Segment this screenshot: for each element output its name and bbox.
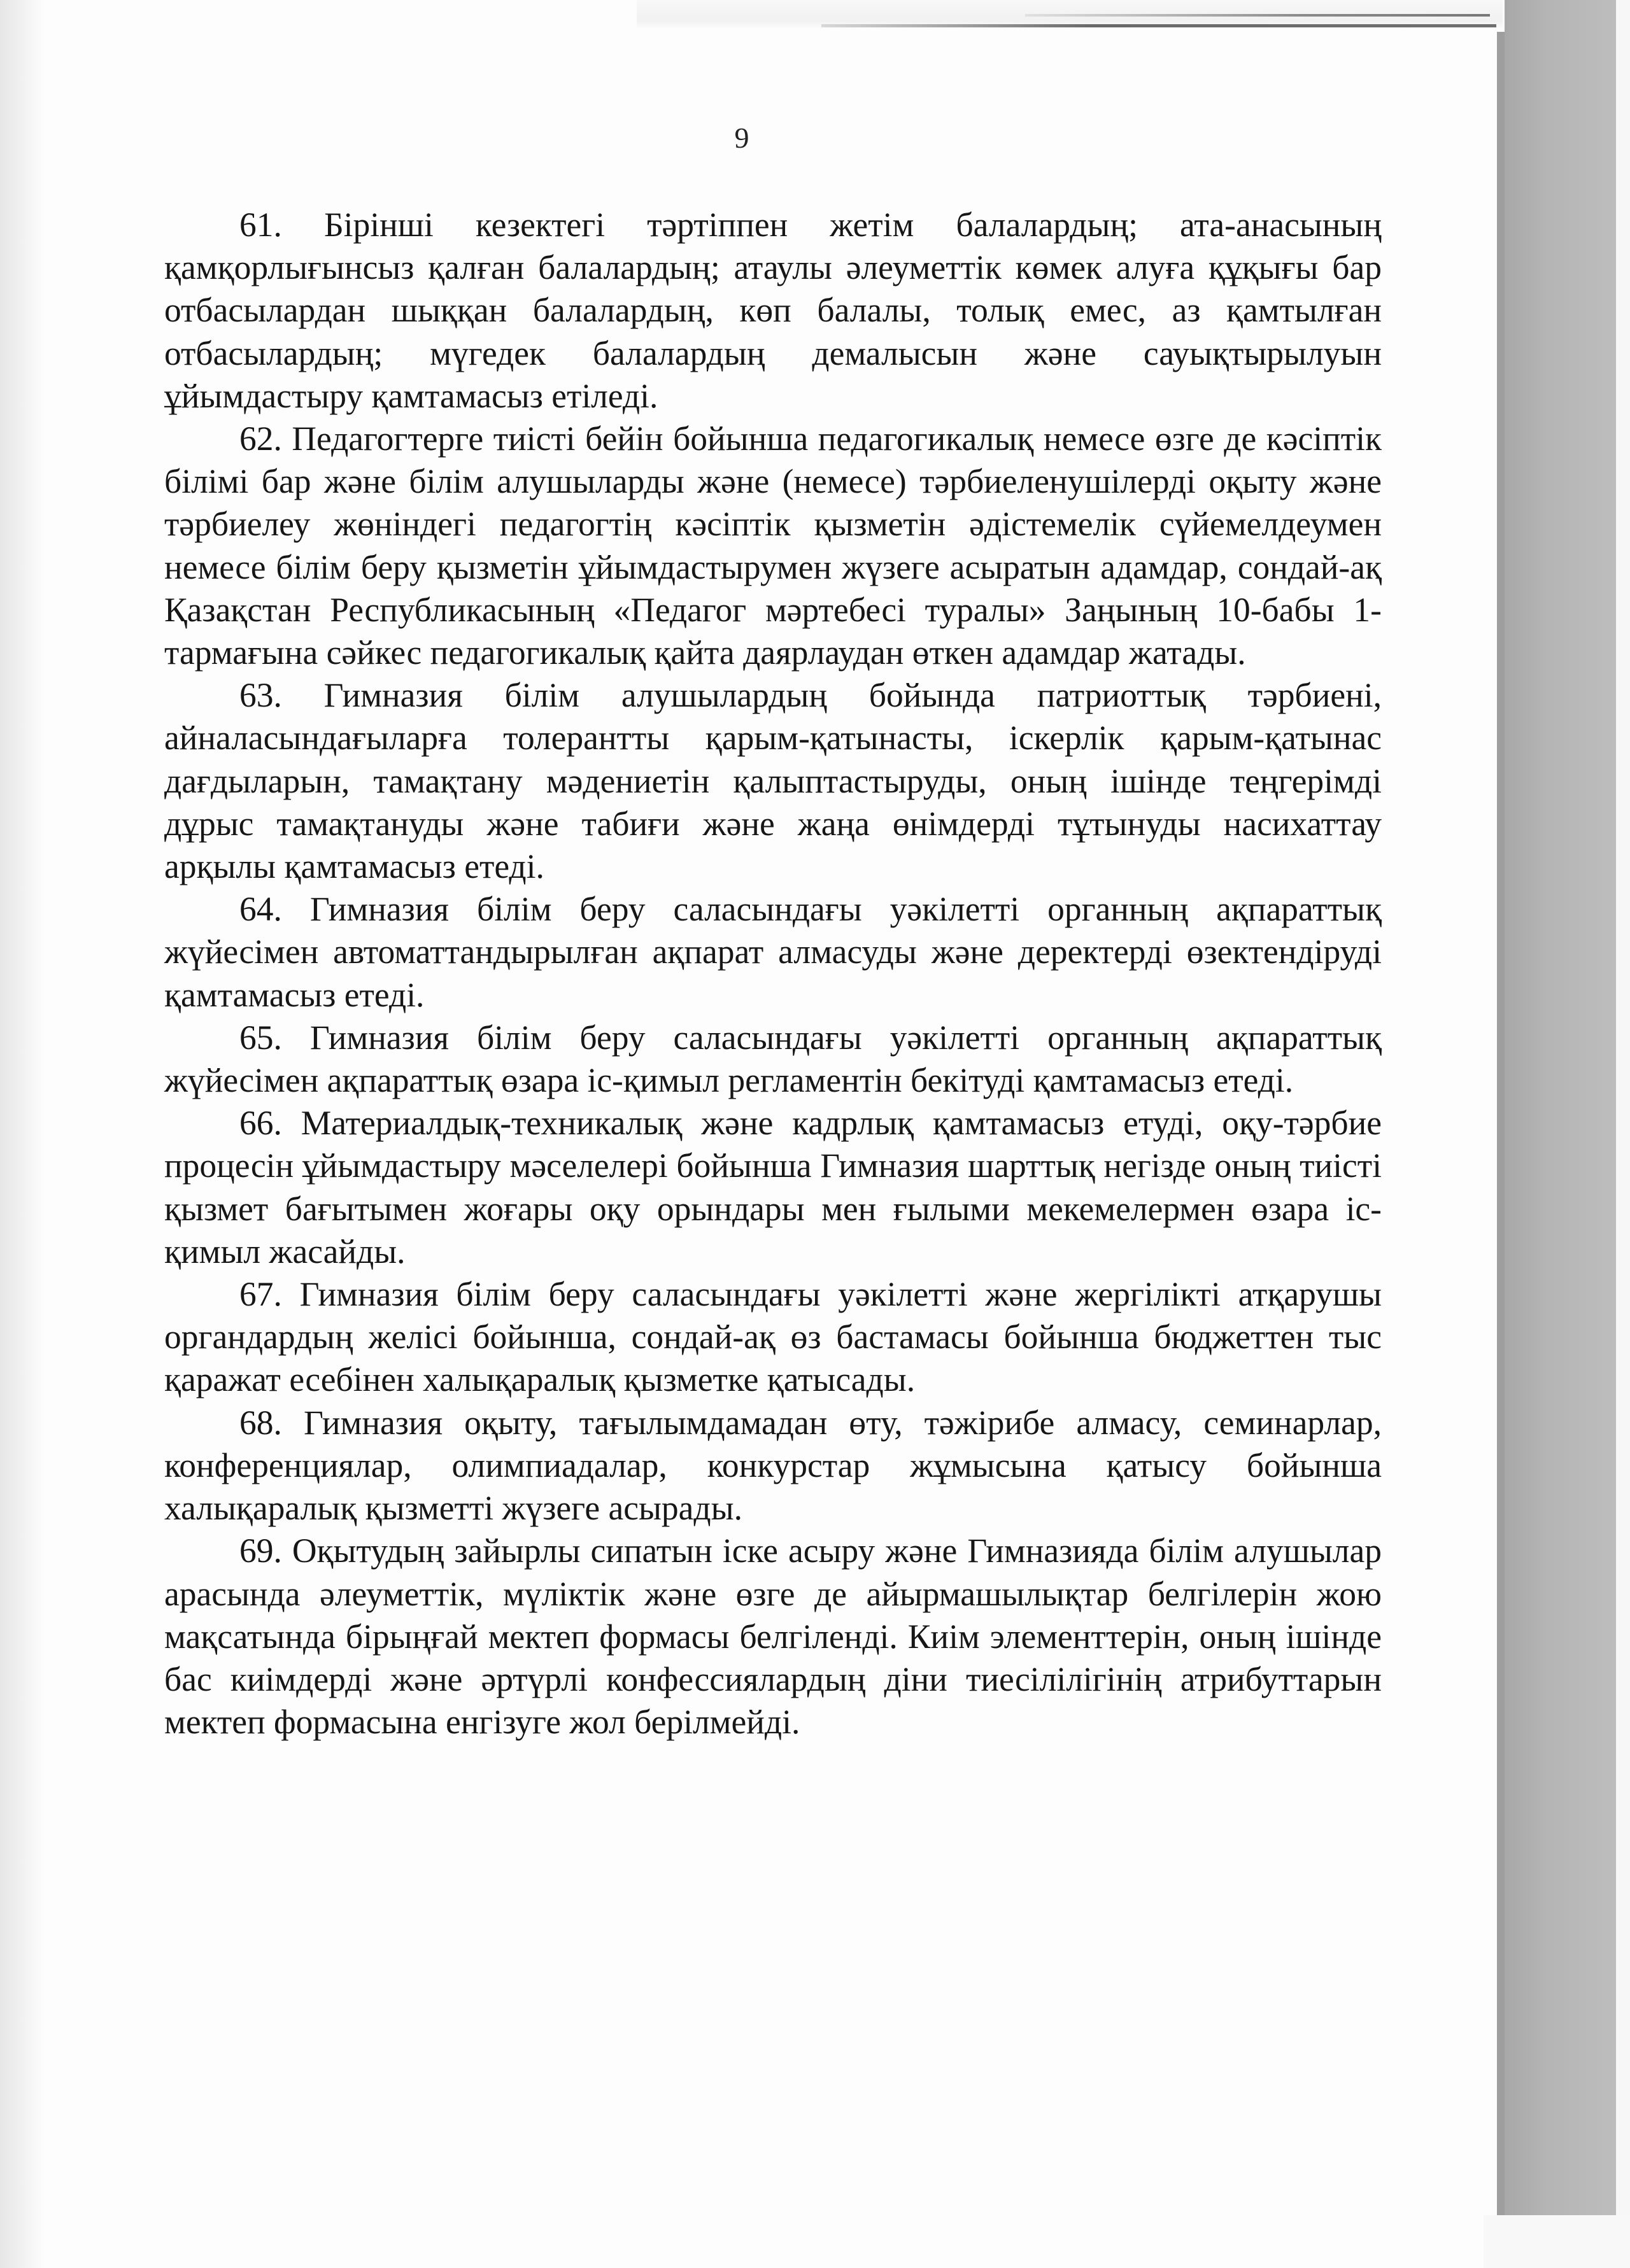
scan-bottom-edge — [1484, 2215, 1630, 2268]
scan-right-margin — [1616, 0, 1630, 2268]
paragraph-61: 61. Бірінші кезектегі тәртіппен жетім балалардың; ата-анасының қамқорлығынсыз қалған балалардың; атаулы әлеуметтік көмек алуға құқығы бар отбасылардан шыққан балалардың, көп балалы, толық емес, аз қамтылған отбасылардың; мүгедек балалардың демалысын және сауықтырылуын ұйымдастыру қамтамасыз етіледі. — [164, 206, 1382, 415]
paragraph-69: 69. Оқытудың зайырлы сипатын іске асыру және Гимназияда білім алушылар арасында әлеуметтік, мүліктік және өзге де айырмашылықтар белгілерін жою мақсатында бірыңғай мектеп формасы белгіленді. Киім элементтерін, оның ішінде бас киімдерді және әртүрлі конфессиялардың діни тиесілілігінің атрибуттарын мектеп формасына енгізуге жол берілмейді. — [164, 1532, 1382, 1742]
scan-left-shadow — [0, 0, 45, 2268]
paragraph-66: 66. Материалдық-техникалық және кадрлық қамтамасыз етуді, оқу-тәрбие процесін ұйымдастыру мәселелері бойынша Гимназия шарттық негізде оның тиісті қызмет бағытымен жоғары оқу орындары мен ғылыми мекемелермен өзара іс-қимыл жасайды. — [164, 1104, 1382, 1271]
paragraph-67: 67. Гимназия білім беру саласындағы уәкілетті және жергілікті атқарушы органдардың желісі бойынша, сондай-ақ өз бастамасы бойынша бюджеттен тыс қаражат есебінен халықаралық қызметке қатысады. — [164, 1275, 1382, 1399]
scan-top-edge-line-lower — [821, 24, 1496, 27]
document-body — [164, 204, 1382, 1743]
paragraph-62: 62. Педагогтерге тиісті бейін бойынша педагогикалық немесе өзге де кәсіптік білімі бар және білім алушыларды және (немесе) тәрбиеленушілерді оқыту және тәрбиелеу жөніндегі педагогтің кәсіптік қызметін әдістемелік сүйемелдеумен немесе білім беру қызметін ұйымдастырумен жүзеге асыратын адамдар, сондай-ақ Қазақстан Республикасының «Педагог мәртебесі туралы» Заңының 10-бабы 1-тармағына сәйкес педагогикалық қайта даярлаудан өткен адамдар жатады. — [164, 419, 1382, 672]
paragraph-65: 65. Гимназия білім беру саласындағы уәкілетті органның ақпараттық жүйесімен ақпараттық өзара іс-қимыл регламентін бекітуді қамтамасыз етеді. — [164, 1018, 1382, 1100]
page-right-edge — [1497, 32, 1505, 2222]
paragraph-68: 68. Гимназия оқыту, тағылымдамадан өту, тәжірибе алмасу, семинарлар, конференциялар, олимпиадалар, конкурстар жұмысына қатысу бойынша халықаралық қызметті жүзеге асырады. — [164, 1403, 1382, 1528]
scan-right-gray-strip — [1505, 0, 1616, 2215]
paragraph-63: 63. Гимназия білім алушылардың бойында патриоттық тәрбиені, айналасындағыларға толерантты қарым-қатынасты, іскерлік қарым-қатынас дағдыларын, тамақтану мәдениетін қалыптастыруды, оның ішінде теңгерімді дұрыс тамақтануды және табиғи және жаңа өнімдерді тұтынуды насихаттау арқылы қамтамасыз етеді. — [164, 676, 1382, 886]
page-number: 9 — [734, 122, 749, 154]
scan-top-edge-line — [1025, 14, 1490, 17]
paragraph-64: 64. Гимназия білім беру саласындағы уәкілетті органның ақпараттық жүйесімен автоматтандырылған ақпарат алмасуды және деректерді өзектендіруді қамтамасыз етеді. — [164, 890, 1382, 1014]
